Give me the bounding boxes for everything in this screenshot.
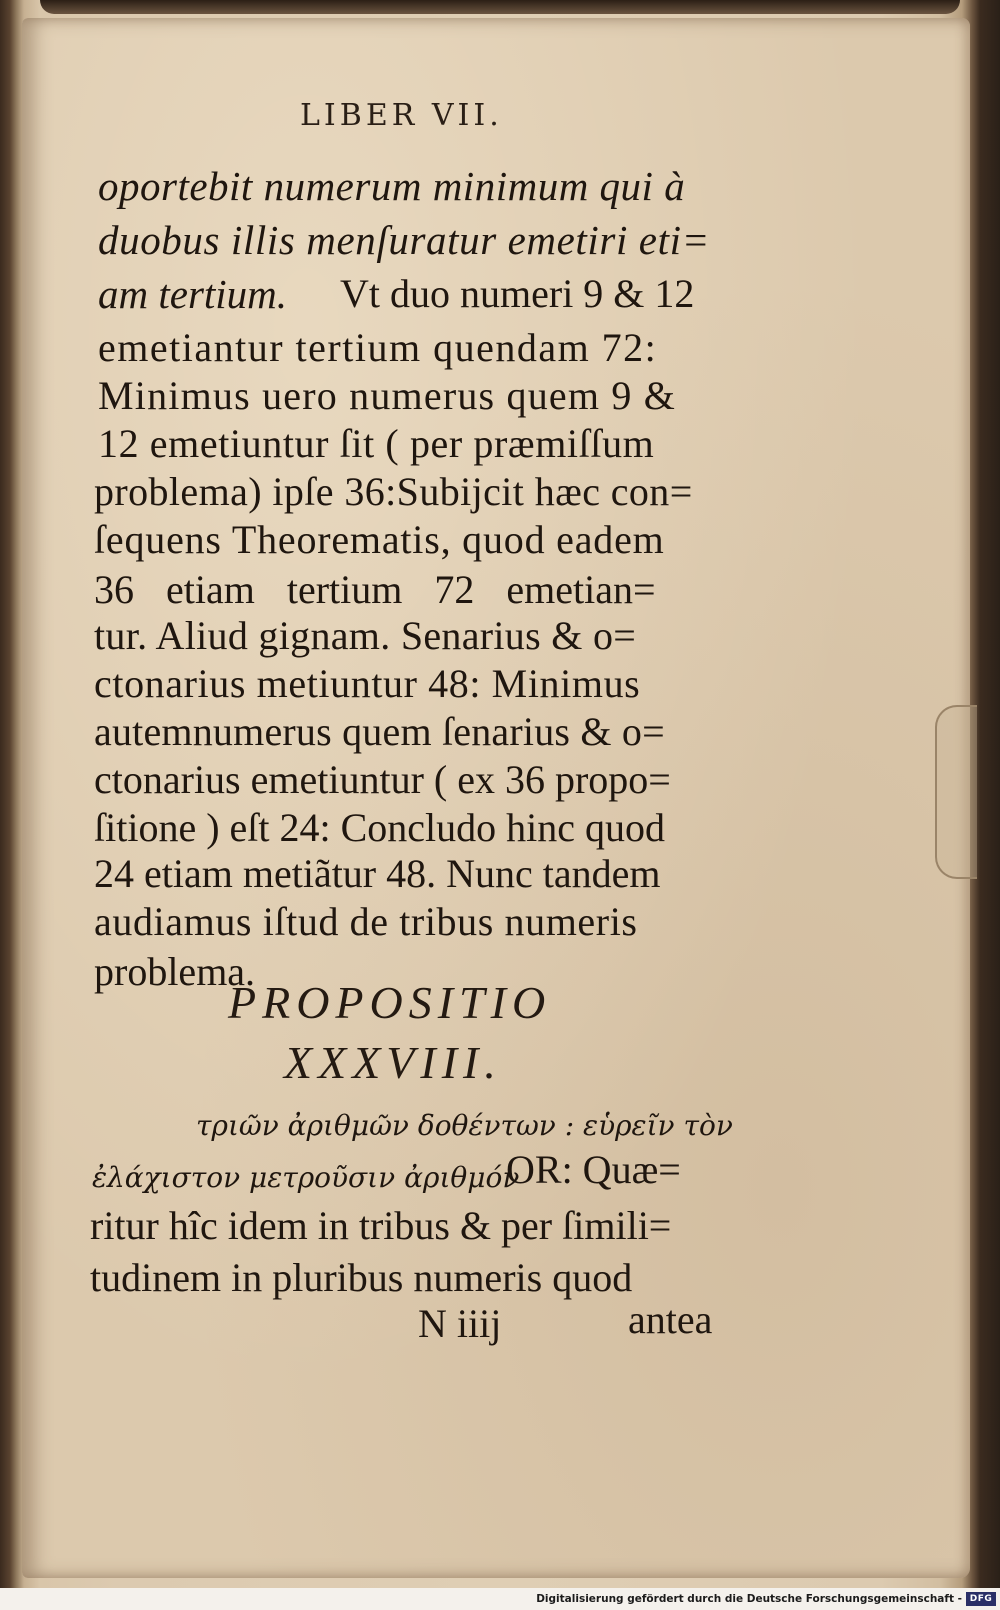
page-clip-tab (935, 705, 977, 879)
text-line-17: problema. (94, 949, 256, 994)
digitization-credit: Digitalisierung gefördert durch die Deutsche Forschungsgemeinschaft - (536, 1593, 962, 1605)
text-line-7: problema) ipſe 36:Subijcit hæc con= (94, 469, 693, 514)
greek-line-1: τριῶν ἀριθμῶν δοθέντων : εὑρεῖν τὸν (196, 1109, 733, 1142)
text-line-14: ſitione ) eſt 24: Concludo hinc quod (94, 805, 666, 850)
catchword: antea (628, 1297, 713, 1342)
text-line-20: tudinem in pluribus numeris quod (90, 1255, 633, 1300)
proposition-heading: PROPOSITIO (228, 977, 552, 1028)
proposition-number: XXXVIII. (284, 1037, 502, 1088)
text-line-3b: Vt duo numeri 9 & 12 (340, 271, 695, 316)
text-line-5: Minimus uero numerus quem 9 & (98, 373, 677, 418)
dfg-logo: DFG (966, 1592, 996, 1606)
text-line-19: ritur hîc idem in tribus & per ſimili= (90, 1203, 672, 1248)
book-top-edge (40, 0, 960, 14)
text-line-8: ſequens Theorematis, quod eadem (94, 517, 665, 562)
text-line-6: 12 emetiuntur ſit ( per præmiſſum (98, 421, 655, 466)
text-line-2: duobus illis menſuratur emetiri eti= (98, 217, 710, 263)
text-line-11: ctonarius metiuntur 48: Minimus (94, 661, 641, 706)
text-line-12: autemnumerus quem ſenarius & o= (94, 709, 665, 754)
text-line-15: 24 etiam metiãtur 48. Nunc tandem (94, 851, 661, 896)
signature-mark: N iiij (418, 1301, 502, 1346)
text-line-10: tur. Aliud gignam. Senarius & o= (94, 613, 637, 658)
text-line-3: am tertium. (98, 271, 288, 317)
greek-line-2: ἐλάχιστον μετροῦσιν ἀριθμόν (92, 1161, 520, 1194)
text-line-9: 36 etiam tertium 72 emetian= (94, 567, 656, 612)
text-line-1: oportebit numerum minimum qui à (98, 163, 686, 209)
running-head: LIBER VII. (300, 98, 503, 133)
text-line-4: emetiantur tertium quendam 72: (98, 325, 658, 370)
text-line-greek-continuation: OR: Quæ= (506, 1147, 681, 1192)
text-line-16: audiamus iſtud de tribus numeris (94, 899, 638, 944)
text-line-13: ctonarius emetiuntur ( ex 36 propo= (94, 757, 671, 802)
